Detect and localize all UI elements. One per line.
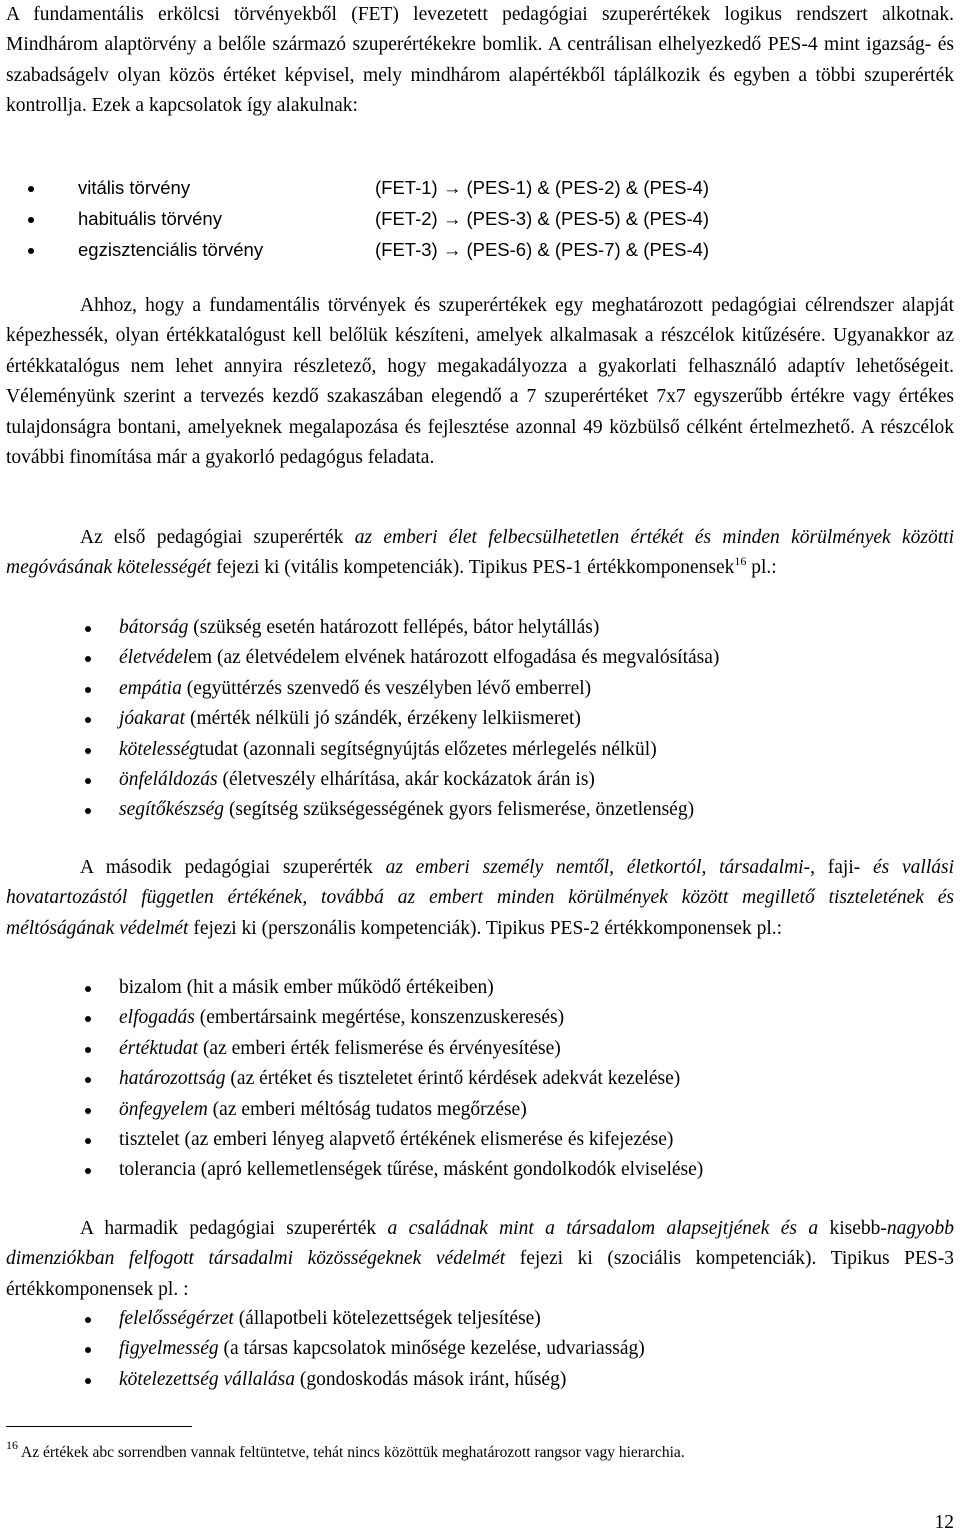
bullet-icon [85,1317,91,1323]
list-item: bátorság (szükség esetén határozott fellépés, bátor helytállás) [6,613,954,643]
list-item: empátia (együttérzés szenvedő és veszélyben lévő emberrel) [6,674,954,704]
pes1-block [6,523,954,584]
bullet-icon [85,778,91,784]
intro-paragraph: A fundamentális erkölcsi törvényekből (FET) levezetett pedagógiai szuperértékek logikus rendszert alkotnak. Mindhárom alaptörvény a belőle származó szuperértékekre bomlik. A centrálisan elhelyezkedő PES-4 mint igazság- és szabadságelv olyan közös értéket képvisel, mely mindhárom alapértékből táplálkozik és egyben a többi szuperérték kontrollja. Ezek a kapcsolatok így alakulnak: [6,4,954,117]
bullet-icon [85,626,91,632]
pes3-paragraph: A harmadik pedagógiai szuperérték a családnak mint a társadalom alapsejtjének és a kisebb-nagyobb dimenziókban felfogott társadalmi közösségeknek védelmét fejezi ki (szociális kompetenciák). Tipikus PES-3 értékkomponensek pl. : [6,1218,955,1300]
pes3-block [6,1214,954,1305]
footnote-ref: 16 [734,554,747,569]
bullet-icon [85,808,91,814]
bullet-icon [85,1168,91,1174]
pes1-paragraph: Az első pedagógiai szuperérték az emberi élet felbecsülhetetlen értékét és minden körülmények közötti megóvásának kötelességét fejezi ki (vitális kompetenciák). Tipikus PES-1 értékkomponensek$^{16}$ pl.: [6,527,954,579]
footnote: $^{16}$ Az értékek abc sorrendben vannak feltüntetve, tehát nincs közöttük meghatározott rangsor vagy hierarchia. [6,1438,685,1461]
bullet-icon [85,1077,91,1083]
list-item: segítőkészség (segítség szükségességének gyors felismerése, önzetlenség) [6,795,954,825]
list-item: életvédelem (az életvédelem elvének határozott elfogadása és megvalósítása) [6,643,954,673]
law-item: egzisztenciális törvény (FET-3) → (PES-6) & (PES-7) & (PES-4) [6,234,954,265]
list-item: határozottság (az értéket és tiszteletet érintő kérdések adekvát kezelése) [6,1064,954,1094]
law-item: habituális törvény (FET-2) → (PES-3) & (PES-5) & (PES-4) [6,203,954,234]
list-item: önfeláldozás (életveszély elhárítása, akár kockázatok árán is) [6,765,954,795]
list-item: jóakarat (mérték nélküli jó szándék, érzékeny lelkiismeret) [6,704,954,734]
law-item: vitális törvény (FET-1) → (PES-1) & (PES-2) & (PES-4) [6,172,954,203]
bullet-icon [85,656,91,662]
pes2-block [6,853,954,944]
bullet-icon [28,248,34,254]
list-item: tolerancia (apró kellemetlenségek tűrése, másként gondolkodók elviselése) [6,1155,954,1185]
bullet-icon [85,687,91,693]
bullet-icon [28,217,34,223]
pes2-list [6,973,954,1186]
list-item: felelősségérzet (állapotbeli kötelezettségek teljesítése) [6,1304,954,1334]
intro-block [6,0,954,122]
pes2-paragraph: A második pedagógiai szuperérték az emberi személy nemtől, életkortól, társadalmi-, faji- és vallási hovatartozástól független értékének, továbbá az embert minden körülmények között megillető tiszteletének és méltóságának védelmét fejezi ki (perszonális kompetenciák). Tipikus PES-2 értékkomponensek pl.: [6,857,955,939]
law-list [6,172,954,265]
list-item: önfegyelem (az emberi méltóság tudatos megőrzése) [6,1095,954,1125]
page-number: 12 [934,1512,954,1533]
list-item: tisztelet (az emberi lényeg alapvető értékének elismerése és kifejezése) [6,1125,954,1155]
list-item: elfogadás (embertársaink megértése, konszenzuskeresés) [6,1003,954,1033]
bullet-icon [85,1016,91,1022]
catalog-paragraph: Ahhoz, hogy a fundamentális törvények és szuperértékek egy meghatározott pedagógiai célrendszer alapját képezhessék, olyan értékkatalógust kell belőlük készíteni, amelyek alkalmasak a részcélok kitűzésére. Ugyanakkor az értékkatalógus nem lehet annyira részletező, hogy megakadályozza a gyakorlati felhasználó adaptív lehetőségeit. Véleményünk szerint a tervezés kezdő szakaszában elegendő a 7 szuperértéket 7x7 egyszerűbb értékre vagy értékes tulajdonságra bontani, amelyeknek megalapozása és fejlesztése azonnal 49 közbülső célként értelmezhető. A részcélok további finomítása már a gyakorló pedagógus feladata. [6,295,954,469]
list-item: értéktudat (az emberi érték felismerése és érvényesítése) [6,1034,954,1064]
pes3-list [6,1304,954,1395]
bullet-icon [85,748,91,754]
bullet-icon [85,1378,91,1384]
catalog-block [6,291,954,473]
list-item: kötelességtudat (azonnali segítségnyújtás előzetes mérlegelés nélkül) [6,735,954,765]
pes1-list [6,613,954,826]
list-item: figyelmesség (a társas kapcsolatok minősége kezelése, udvariasság) [6,1334,954,1364]
bullet-icon [85,1108,91,1114]
list-item: bizalom (hit a másik ember működő értékeiben) [6,973,954,1003]
bullet-icon [85,1347,91,1353]
bullet-icon [85,986,91,992]
bullet-icon [85,717,91,723]
bullet-icon [85,1138,91,1144]
bullet-icon [28,186,34,192]
footnote-separator [6,1426,192,1427]
bullet-icon [85,1047,91,1053]
list-item: kötelezettség vállalása (gondoskodás mások iránt, hűség) [6,1365,954,1395]
